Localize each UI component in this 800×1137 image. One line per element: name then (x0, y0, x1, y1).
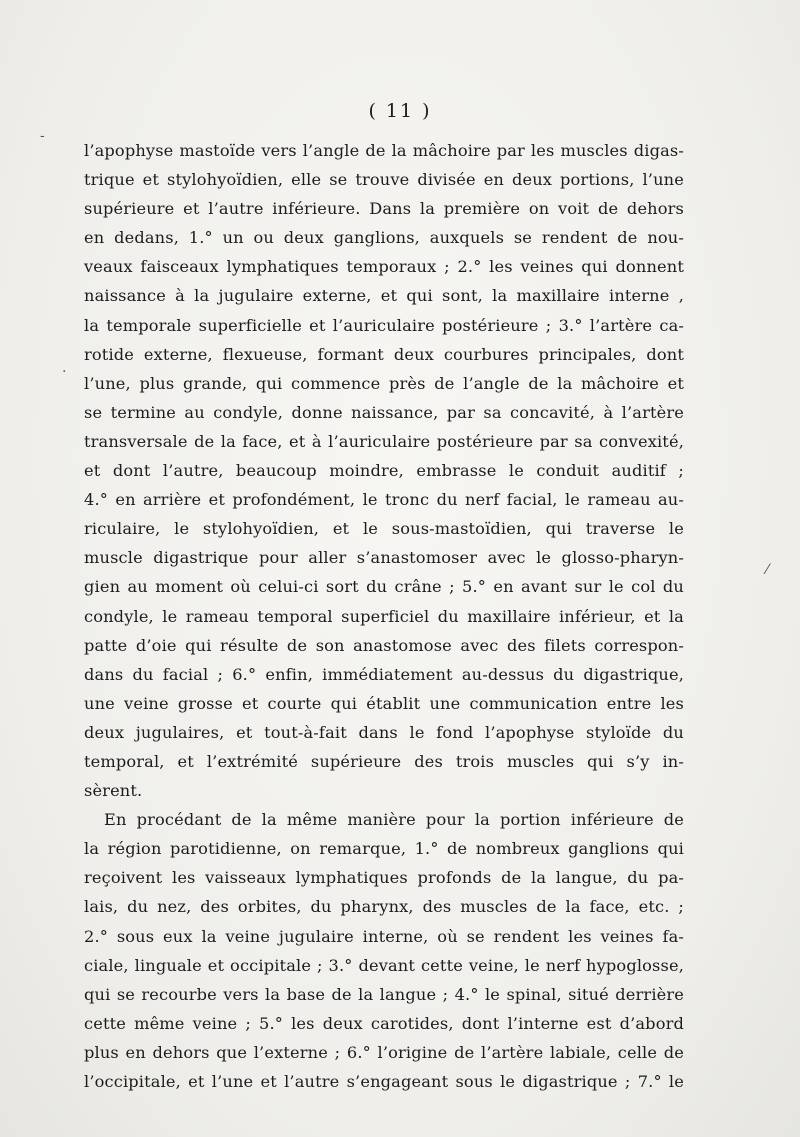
text-line: condyle, le rameau temporal superficiel du maxillaire inférieur, et la (84, 606, 684, 626)
text-line: l’une, plus grande, qui commence près de l’angle de la mâchoire et (84, 373, 684, 393)
text-line: l’occipitale, et l’une et l’autre s’engageant sous le digastrique ; 7.° le (84, 1072, 684, 1091)
text-line: l’apophyse mastoïde vers l’angle de la mâchoire par les muscles digas- (84, 141, 684, 160)
text-line: patte d’oie qui résulte de son anastomose avec des filets correspon- (84, 635, 684, 655)
text-line: la région parotidienne, on remarque, 1.° de nombreux ganglions qui (84, 839, 684, 859)
text-line: trique et stylohyoïdien, elle se trouve divisée en deux portions, l’une (84, 170, 684, 190)
text-line: ciale, linguale et occipitale ; 3.° devant cette veine, le nerf hypoglosse, (84, 955, 684, 975)
text-line: sèrent. (84, 781, 143, 801)
text-line: deux jugulaires, et tout-à-fait dans le fond l’apophyse styloïde du (84, 722, 684, 742)
page-number: ( 11 ) (368, 100, 432, 122)
text-line: se termine au condyle, donne naissance, par sa concavité, à l’artère (84, 402, 684, 422)
text-line: temporal, et l’extrémité supérieure des trois muscles qui s’y in- (84, 751, 684, 771)
text-line: rotide externe, flexueuse, formant deux courbures principales, dont (84, 344, 684, 364)
text-line: la temporale superficielle et l’auriculaire postérieure ; 3.° l’artère ca- (84, 315, 684, 335)
text-line: lais, du nez, des orbites, du pharynx, des muscles de la face, etc. ; (84, 897, 684, 917)
body-text (84, 136, 684, 1096)
text-line: gien au moment où celui-ci sort du crâne ; 5.° en avant sur le col du (84, 577, 684, 597)
text-line: qui se recourbe vers la base de la langue ; 4.° le spinal, situé derrière (84, 984, 684, 1004)
text-line: reçoivent les vaisseaux lymphatiques profonds de la langue, du pa- (84, 868, 684, 888)
text-line: veaux faisceaux lymphatiques temporaux ; 2.° les veines qui donnent (84, 257, 684, 277)
text-line: 4.° en arrière et profondément, le tronc du nerf facial, le rameau au- (84, 490, 684, 510)
text-line: muscle digastrique pour aller s’anastomoser avec le glosso-pharyn- (84, 548, 684, 568)
text-line: riculaire, le stylohyoïdien, et le sous-mastoïdien, qui traverse le (84, 519, 684, 539)
text-line: transversale de la face, et à l’auriculaire postérieure par sa convexité, (84, 431, 684, 451)
margin-mark: ⁄ (766, 562, 769, 578)
text-line: une veine grosse et courte qui établit une communication entre les (84, 693, 684, 713)
text-line: plus en dehors que l’externe ; 6.° l’origine de l’artère labiale, celle de (84, 1042, 684, 1062)
text-line: supérieure et l’autre inférieure. Dans la première on voit de dehors (84, 199, 684, 219)
text-line: En procédant de la même manière pour la portion inférieure de (104, 810, 684, 830)
text-line: en dedans, 1.° un ou deux ganglions, auxquels se rendent de nou- (84, 228, 684, 248)
margin-mark: ‑ (40, 128, 45, 144)
margin-mark: . (62, 360, 67, 376)
text-line: et dont l’autre, beaucoup moindre, embrasse le conduit auditif ; (84, 461, 684, 481)
text-line: naissance à la jugulaire externe, et qui sont, la maxillaire interne , (84, 286, 684, 306)
text-line: 2.° sous eux la veine jugulaire interne, où se rendent les veines fa- (84, 926, 684, 946)
text-line: dans du facial ; 6.° enfin, immédiatement au-dessus du digastrique, (84, 664, 684, 684)
text-line: cette même veine ; 5.° les deux carotides, dont l’interne est d’abord (84, 1013, 684, 1033)
